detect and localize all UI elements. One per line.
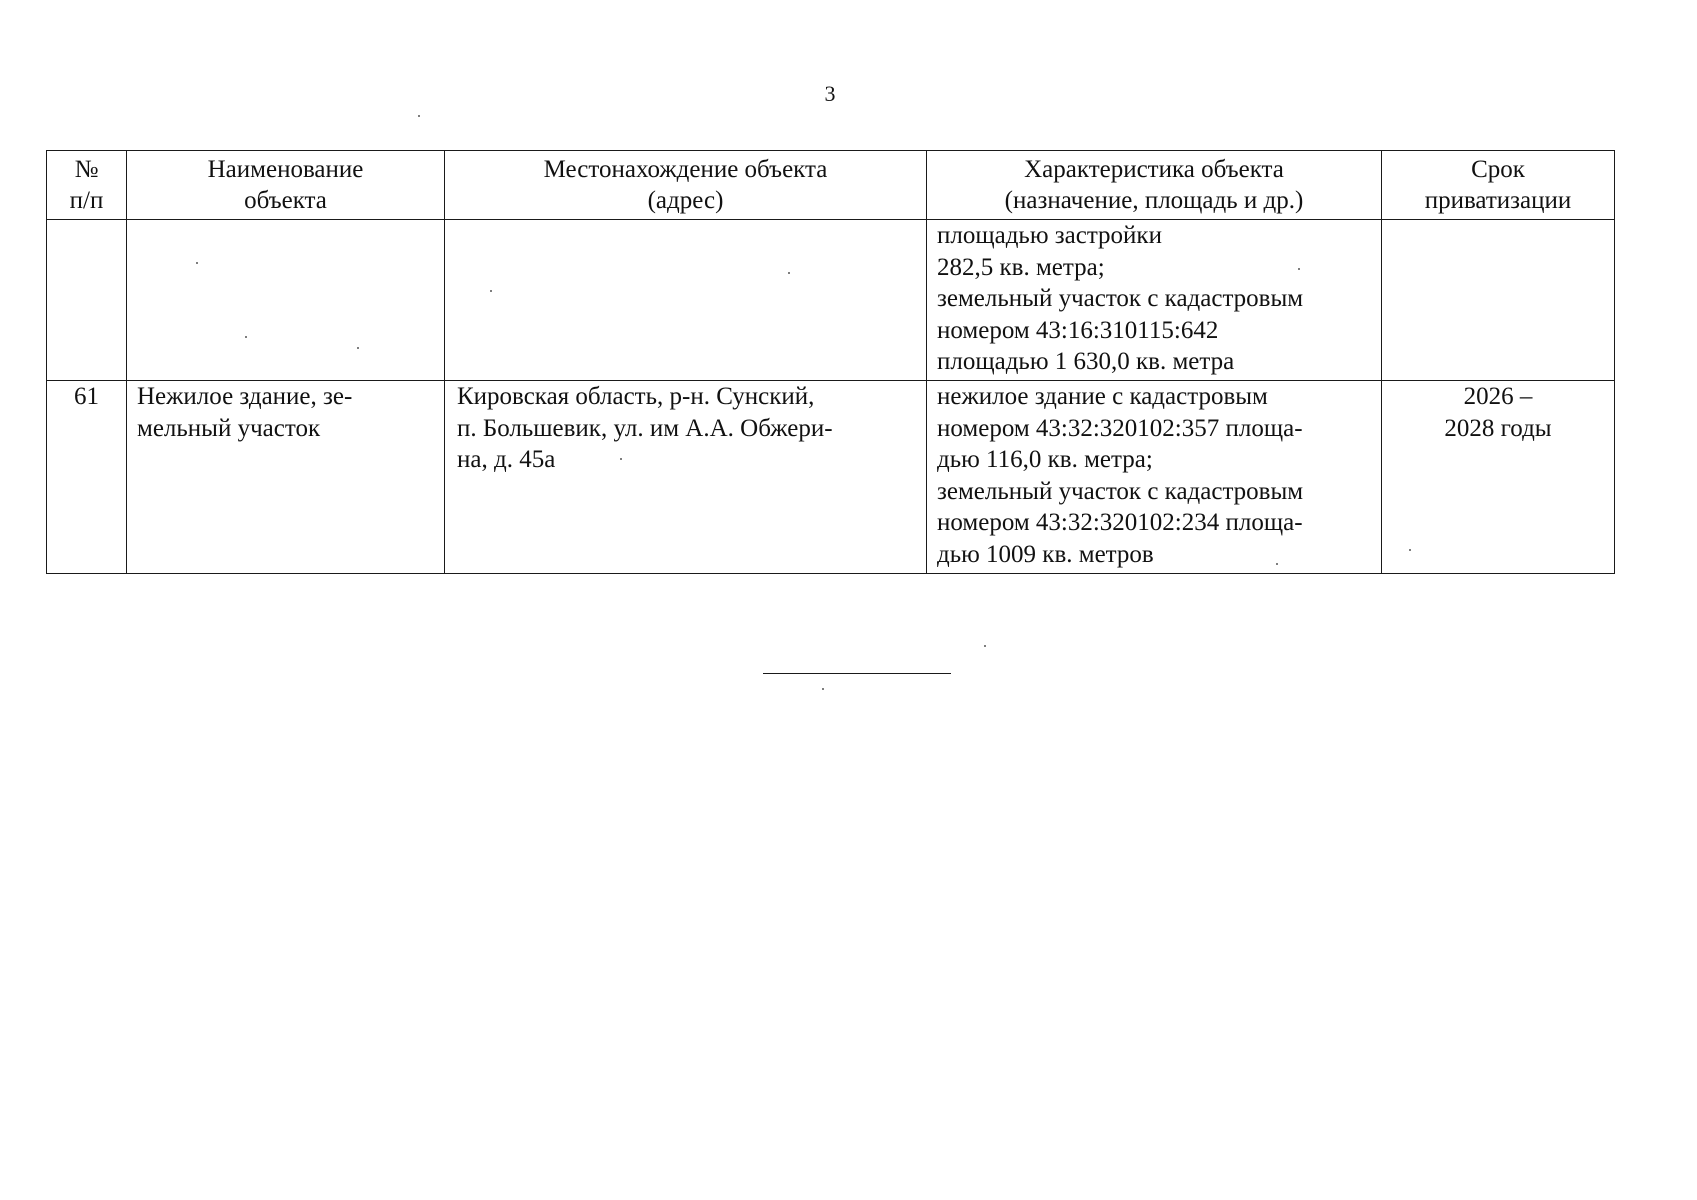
privatization-objects-table: [46, 150, 1615, 574]
table-row-continued: [47, 220, 1615, 381]
scan-speck: [822, 688, 824, 690]
end-of-document-rule: [763, 673, 951, 674]
text-line: нежилое здание с кадастровым: [937, 383, 1268, 410]
scan-speck: [245, 336, 247, 338]
text-line: дью 116,0 кв. метра;: [937, 446, 1153, 473]
text-line: дью 1009 кв. метров: [937, 540, 1154, 568]
text-line: номером 43:32:320102:357 площа-: [937, 414, 1303, 442]
scan-speck: [1298, 268, 1300, 270]
scan-speck: [984, 645, 986, 647]
text-line: площадью застройки: [937, 222, 1162, 249]
text-line: номером 43:32:320102:234 площа-: [937, 509, 1303, 536]
text-line: площадью 1 630,0 кв. метра: [937, 348, 1235, 375]
scan-speck: [357, 347, 359, 349]
header-name: Наименование объекта: [127, 151, 445, 220]
cell-characteristics: [927, 220, 1382, 381]
cell-num: [47, 220, 127, 381]
cell-address: [445, 220, 927, 381]
page-number: 3: [824, 81, 836, 106]
text-line: 282,5 кв. метра;: [937, 253, 1105, 281]
cell-name: [127, 381, 445, 574]
scan-speck: [1276, 563, 1278, 565]
scan-speck: [196, 262, 198, 264]
text-line: земельный участок с кадастровым: [937, 285, 1304, 312]
text-line: номером 43:16:310115:642: [937, 316, 1219, 344]
text-line: на, д. 45а: [457, 446, 556, 473]
cell-term: [1382, 220, 1615, 381]
scan-speck: [788, 272, 790, 274]
table-header-row: [47, 151, 1615, 220]
scan-speck: [1409, 549, 1411, 551]
text-line: п. Большевик, ул. им А.А. Обжери-: [457, 414, 833, 442]
text-line: земельный участок с кадастровым: [937, 477, 1304, 505]
cell-name: [127, 220, 445, 381]
cell-address: [445, 381, 927, 574]
text-line: мельный участок: [137, 414, 321, 442]
text-line: Кировская область, р-н. Сунский,: [457, 383, 815, 410]
scan-speck: [490, 290, 492, 292]
cell-term: [1382, 381, 1615, 574]
cell-characteristics: [927, 381, 1382, 574]
header-address: Местонахождение объекта (адрес): [445, 151, 927, 220]
header-num: № п/п: [47, 151, 127, 220]
header-term: Срок приватизации: [1382, 151, 1615, 220]
scan-speck: [620, 458, 622, 460]
text-line: 2026 –: [1463, 383, 1533, 410]
text-line: 2028 годы: [1444, 414, 1552, 442]
cell-num: 61: [47, 381, 127, 574]
table-row: [47, 381, 1615, 574]
scan-speck: [418, 115, 420, 117]
text-line: Нежилое здание, зе-: [137, 383, 353, 410]
header-characteristics: Характеристика объекта (назначение, площадь и др.): [927, 151, 1382, 220]
